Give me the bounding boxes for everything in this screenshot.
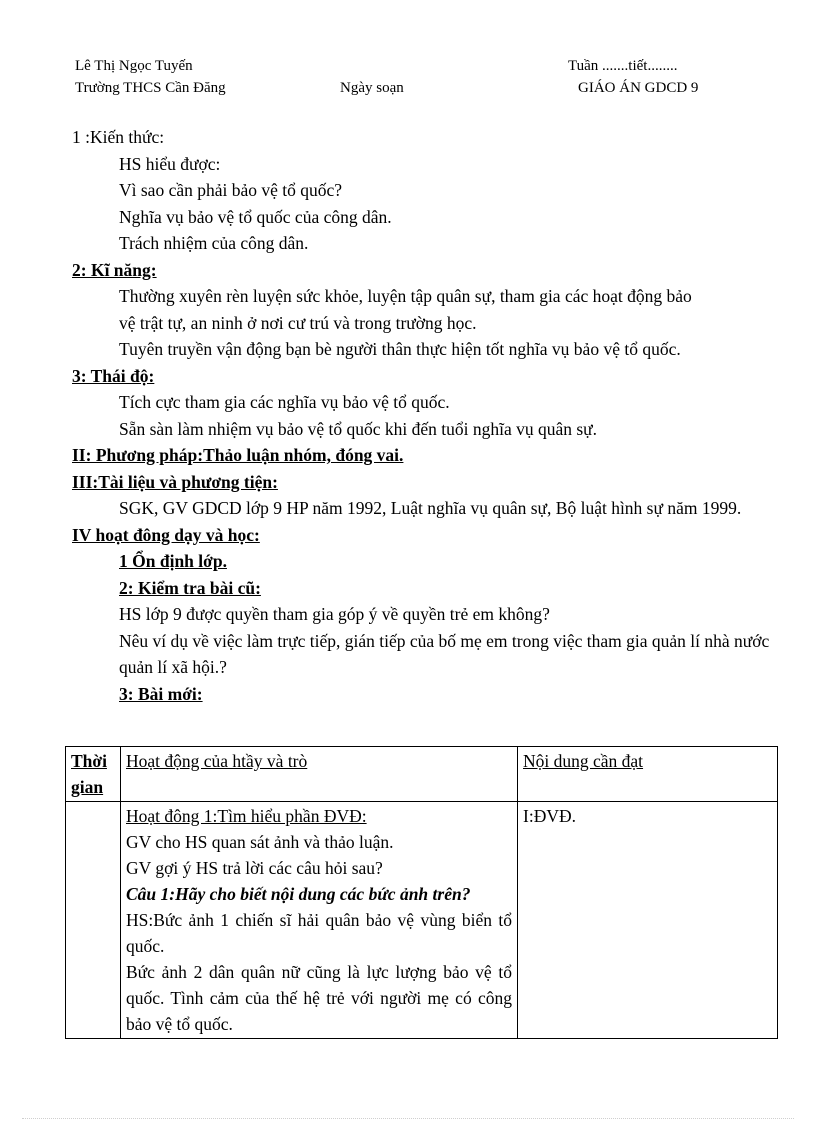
author-name: Lê Thị Ngọc Tuyến (75, 58, 193, 74)
week-label: Tuần .......tiết........ (568, 58, 678, 74)
activity-line: GV gợi ý HS trả lời các câu hỏi sau? (126, 858, 383, 878)
skills-item: Thường xuyên rèn luyện sức khỏe, luyện tập quân sự, tham gia các hoạt động bảo (119, 286, 692, 306)
col-activity-header: Hoạt động của htầy và trò (121, 747, 518, 802)
activity-answer: Bức ảnh 2 dân quân nữ cũng là lực lượng bảo vệ tổ quốc. Tình cảm của thế hệ trẻ với người mẹ có công bảo vệ tổ quốc. (126, 962, 512, 1034)
review-question: Nêu ví dụ về việc làm trực tiếp, gián tiếp của bố mẹ em trong việc tham gia quản lí nhà nước quản lí xã hội.? (119, 630, 770, 677)
knowledge-heading: 1 :Kiến thức: (72, 127, 165, 147)
footer-divider (22, 1118, 794, 1119)
activity-title: Hoạt đông 1:Tìm hiểu phần ĐVĐ: (126, 806, 367, 826)
activities-heading: IV hoạt đông dạy và học: (72, 524, 260, 545)
method-heading: II: Phương pháp:Thảo luận nhóm, đóng vai. (72, 445, 404, 465)
knowledge-item: Vì sao cần phải bảo vệ tổ quốc? (119, 180, 343, 200)
date-label: Ngày soạn (340, 80, 404, 96)
content-cell: I:ĐVĐ. (518, 802, 778, 1039)
step-new-lesson: 3: Bài mới: (119, 683, 203, 704)
knowledge-item: HS hiểu được: (119, 153, 221, 174)
attitude-heading: 3: Thái độ: (72, 365, 155, 386)
attitude-item: Tích cực tham gia các nghĩa vụ bảo vệ tổ quốc. (119, 392, 450, 412)
table-header-row (66, 747, 778, 802)
step-stabilize: 1 Ổn định lớp. (119, 551, 227, 571)
col-content-header: Nội dung cần đạt (518, 747, 778, 802)
activity-question: Câu 1:Hãy cho biết nội dung các bức ảnh trên? (126, 884, 471, 904)
knowledge-item: Trách nhiệm của công dân. (119, 233, 309, 253)
activity-cell (121, 802, 518, 1039)
col-time-header: Thời gian (66, 747, 121, 802)
review-question: HS lớp 9 được quyền tham gia góp ý về quyền trẻ em không? (119, 604, 550, 624)
time-cell (66, 802, 121, 1039)
attitude-item: Sẵn sàn làm nhiệm vụ bảo vệ tổ quốc khi đến tuổi nghĩa vụ quân sự. (119, 418, 598, 439)
lesson-table (65, 746, 778, 1039)
school-name: Trường THCS Cần Đăng (75, 80, 226, 96)
table-row (66, 802, 778, 1039)
materials-text: SGK, GV GDCD lớp 9 HP năm 1992, Luật nghĩa vụ quân sự, Bộ luật hình sự năm 1999. (119, 498, 742, 518)
activity-answer: HS:Bức ảnh 1 chiến sĩ hải quân bảo vệ vùng biển tổ quốc. (126, 910, 512, 956)
skills-item: Tuyên truyền vận động bạn bè người thân thực hiện tốt nghĩa vụ bảo vệ tổ quốc. (119, 339, 681, 359)
activity-line: GV cho HS quan sát ảnh và thảo luận. (126, 832, 394, 852)
skills-item: vệ trật tự, an ninh ở nơi cư trú và trong trường học. (119, 312, 477, 333)
skills-heading: 2: Kĩ năng: (72, 259, 157, 280)
knowledge-item: Nghĩa vụ bảo vệ tổ quốc của công dân. (119, 206, 392, 227)
materials-heading: III:Tài liệu và phương tiện: (72, 471, 278, 492)
step-review: 2: Kiểm tra bài cũ: (119, 577, 261, 598)
lesson-body (72, 124, 782, 707)
plan-title: GIÁO ÁN GDCD 9 (578, 80, 699, 96)
